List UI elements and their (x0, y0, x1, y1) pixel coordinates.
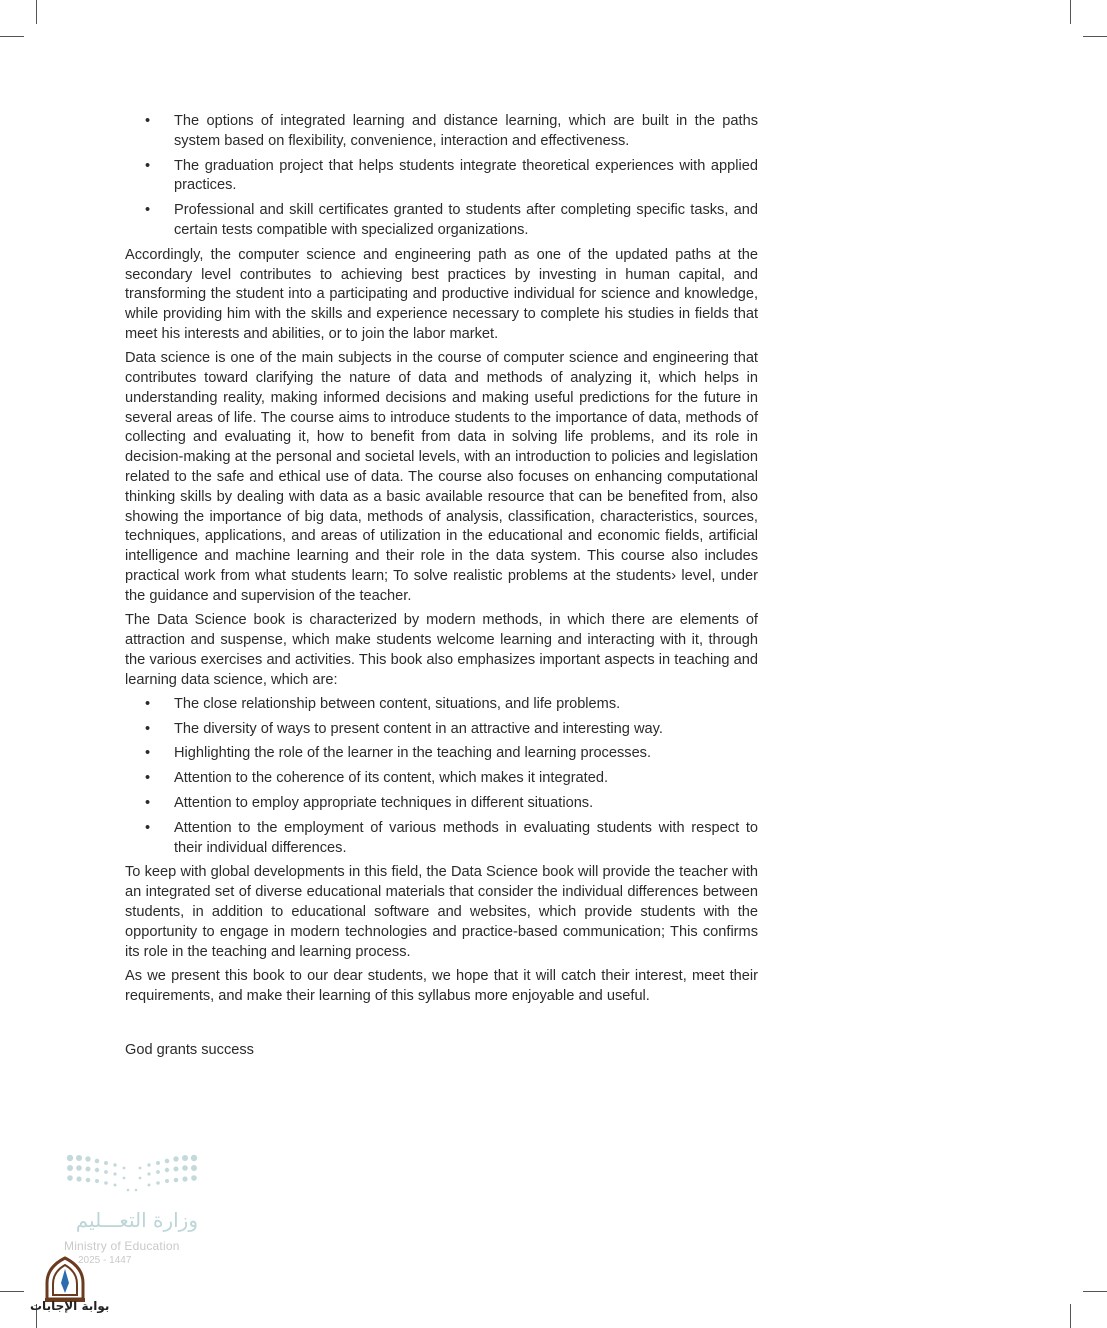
bullet-icon: • (145, 113, 151, 129)
list-item: • The diversity of ways to present content in an attractive and interesting way. (125, 720, 758, 740)
crop-mark-bottom-right-h (1083, 1291, 1107, 1292)
body-text (125, 112, 758, 1011)
list-item: • The close relationship between content, situations, and life problems. (125, 695, 758, 715)
paragraph: As we present this book to our dear students, we hope that it will catch their interest, meet their requirements, and make their learning of this syllabus more enjoyable and useful. (125, 967, 758, 1004)
bullet-icon: • (145, 720, 151, 737)
list-item: • Attention to the coherence of its content, which makes it integrated. (125, 769, 758, 789)
crop-mark-top-right-v (1070, 0, 1071, 24)
crop-mark-top-right-h (1083, 36, 1107, 37)
list-item: • Professional and skill certificates granted to students after completing specific tasks, and certain tests compatible with specialized organizations. (145, 202, 758, 238)
closing-line: God grants success (125, 1042, 254, 1058)
features-list (125, 112, 758, 241)
watermark-text: بوابة الإجابات (30, 1299, 110, 1313)
bullet-icon: • (145, 745, 151, 762)
ministry-logo-english: Ministry of Education (64, 1239, 180, 1253)
paragraph: Accordingly, the computer science and engineering path as one of the updated paths at the secondary level contributes to achieving best practices by investing in human capital, and transforming the student into a participating and productive individual for science and knowledge, while providing him with the skills and experience necessary to complete his studies in fields that meet his interests and abilities, or to join the labor market. (125, 246, 758, 342)
bullet-icon: • (145, 819, 151, 836)
crop-mark-bottom-right-v (1070, 1304, 1071, 1328)
bullet-icon: • (145, 770, 151, 787)
aspects-list (125, 695, 758, 859)
paragraph: Data science is one of the main subjects in the course of computer science and engineering that contributes toward clarifying the nature of data and methods of analyzing it, which helps in understanding reality, making informed decisions and making useful predictions for the future in several areas of life. The course aims to introduce students to the importance of data, methods of collecting and evaluating it, how to benefit from data in solving life problems, and its role in decision-making at the personal and societal levels, with an introduction to policies and legislation related to the safe and ethical use of data. The course also focuses on enhancing computational thinking skills by dealing with data as a basic available resource that can be benefited from, also showing the importance of big data, methods of analysis, classification, characteristics, sources, techniques, applications, and areas of utilization in the educational and economic fields, artificial intelligence and machine learning and their role in the data system. This course also includes practical work from what students learn; To solve realistic problems at the students› level, under the guidance and supervision of the teacher. (125, 350, 758, 604)
bullet-icon: • (145, 695, 151, 712)
ministry-logo-arabic: وزارة التعـــليم (75, 1208, 198, 1232)
bullet-icon: • (145, 202, 151, 219)
bullet-icon: • (145, 795, 151, 811)
watermark-emblem-icon (42, 1255, 88, 1303)
list-item: • The graduation project that helps students integrate theoretical experiences with applied practices. (145, 157, 758, 194)
crop-mark-top-left-h (0, 36, 24, 37)
paragraph: The Data Science book is characterized by modern methods, in which there are elements of attraction and suspense, which make students welcome learning and interacting with it, through the various exercises and activities. This book also emphasizes important aspects in teaching and learning data science, which are: (125, 612, 758, 688)
crop-mark-top-left-v (36, 0, 37, 24)
list-item: • Highlighting the role of the learner in the teaching and learning processes. (125, 744, 758, 764)
list-item: • Attention to the employment of various methods in evaluating students with respect to their individual differences. (145, 819, 758, 856)
ministry-logo-year: 2025 - 1447 (78, 1255, 132, 1266)
ministry-logo-dots-icon (62, 1150, 202, 1210)
list-item: • The options of integrated learning and distance learning, which are built in the paths system based on flexibility, convenience, interaction and effectiveness. (145, 113, 758, 149)
crop-mark-bottom-left-h (0, 1291, 24, 1292)
paragraph: To keep with global developments in this field, the Data Science book will provide the teacher with an integrated set of diverse educational materials that consider the individual differences between students, in addition to educational software and websites, which provide students with the opportunity to engage in modern technologies and practice-based communication; This confirms its role in the teaching and learning process. (125, 864, 758, 960)
list-item: • Attention to employ appropriate techniques in different situations. (125, 794, 758, 814)
bullet-icon: • (145, 157, 151, 174)
